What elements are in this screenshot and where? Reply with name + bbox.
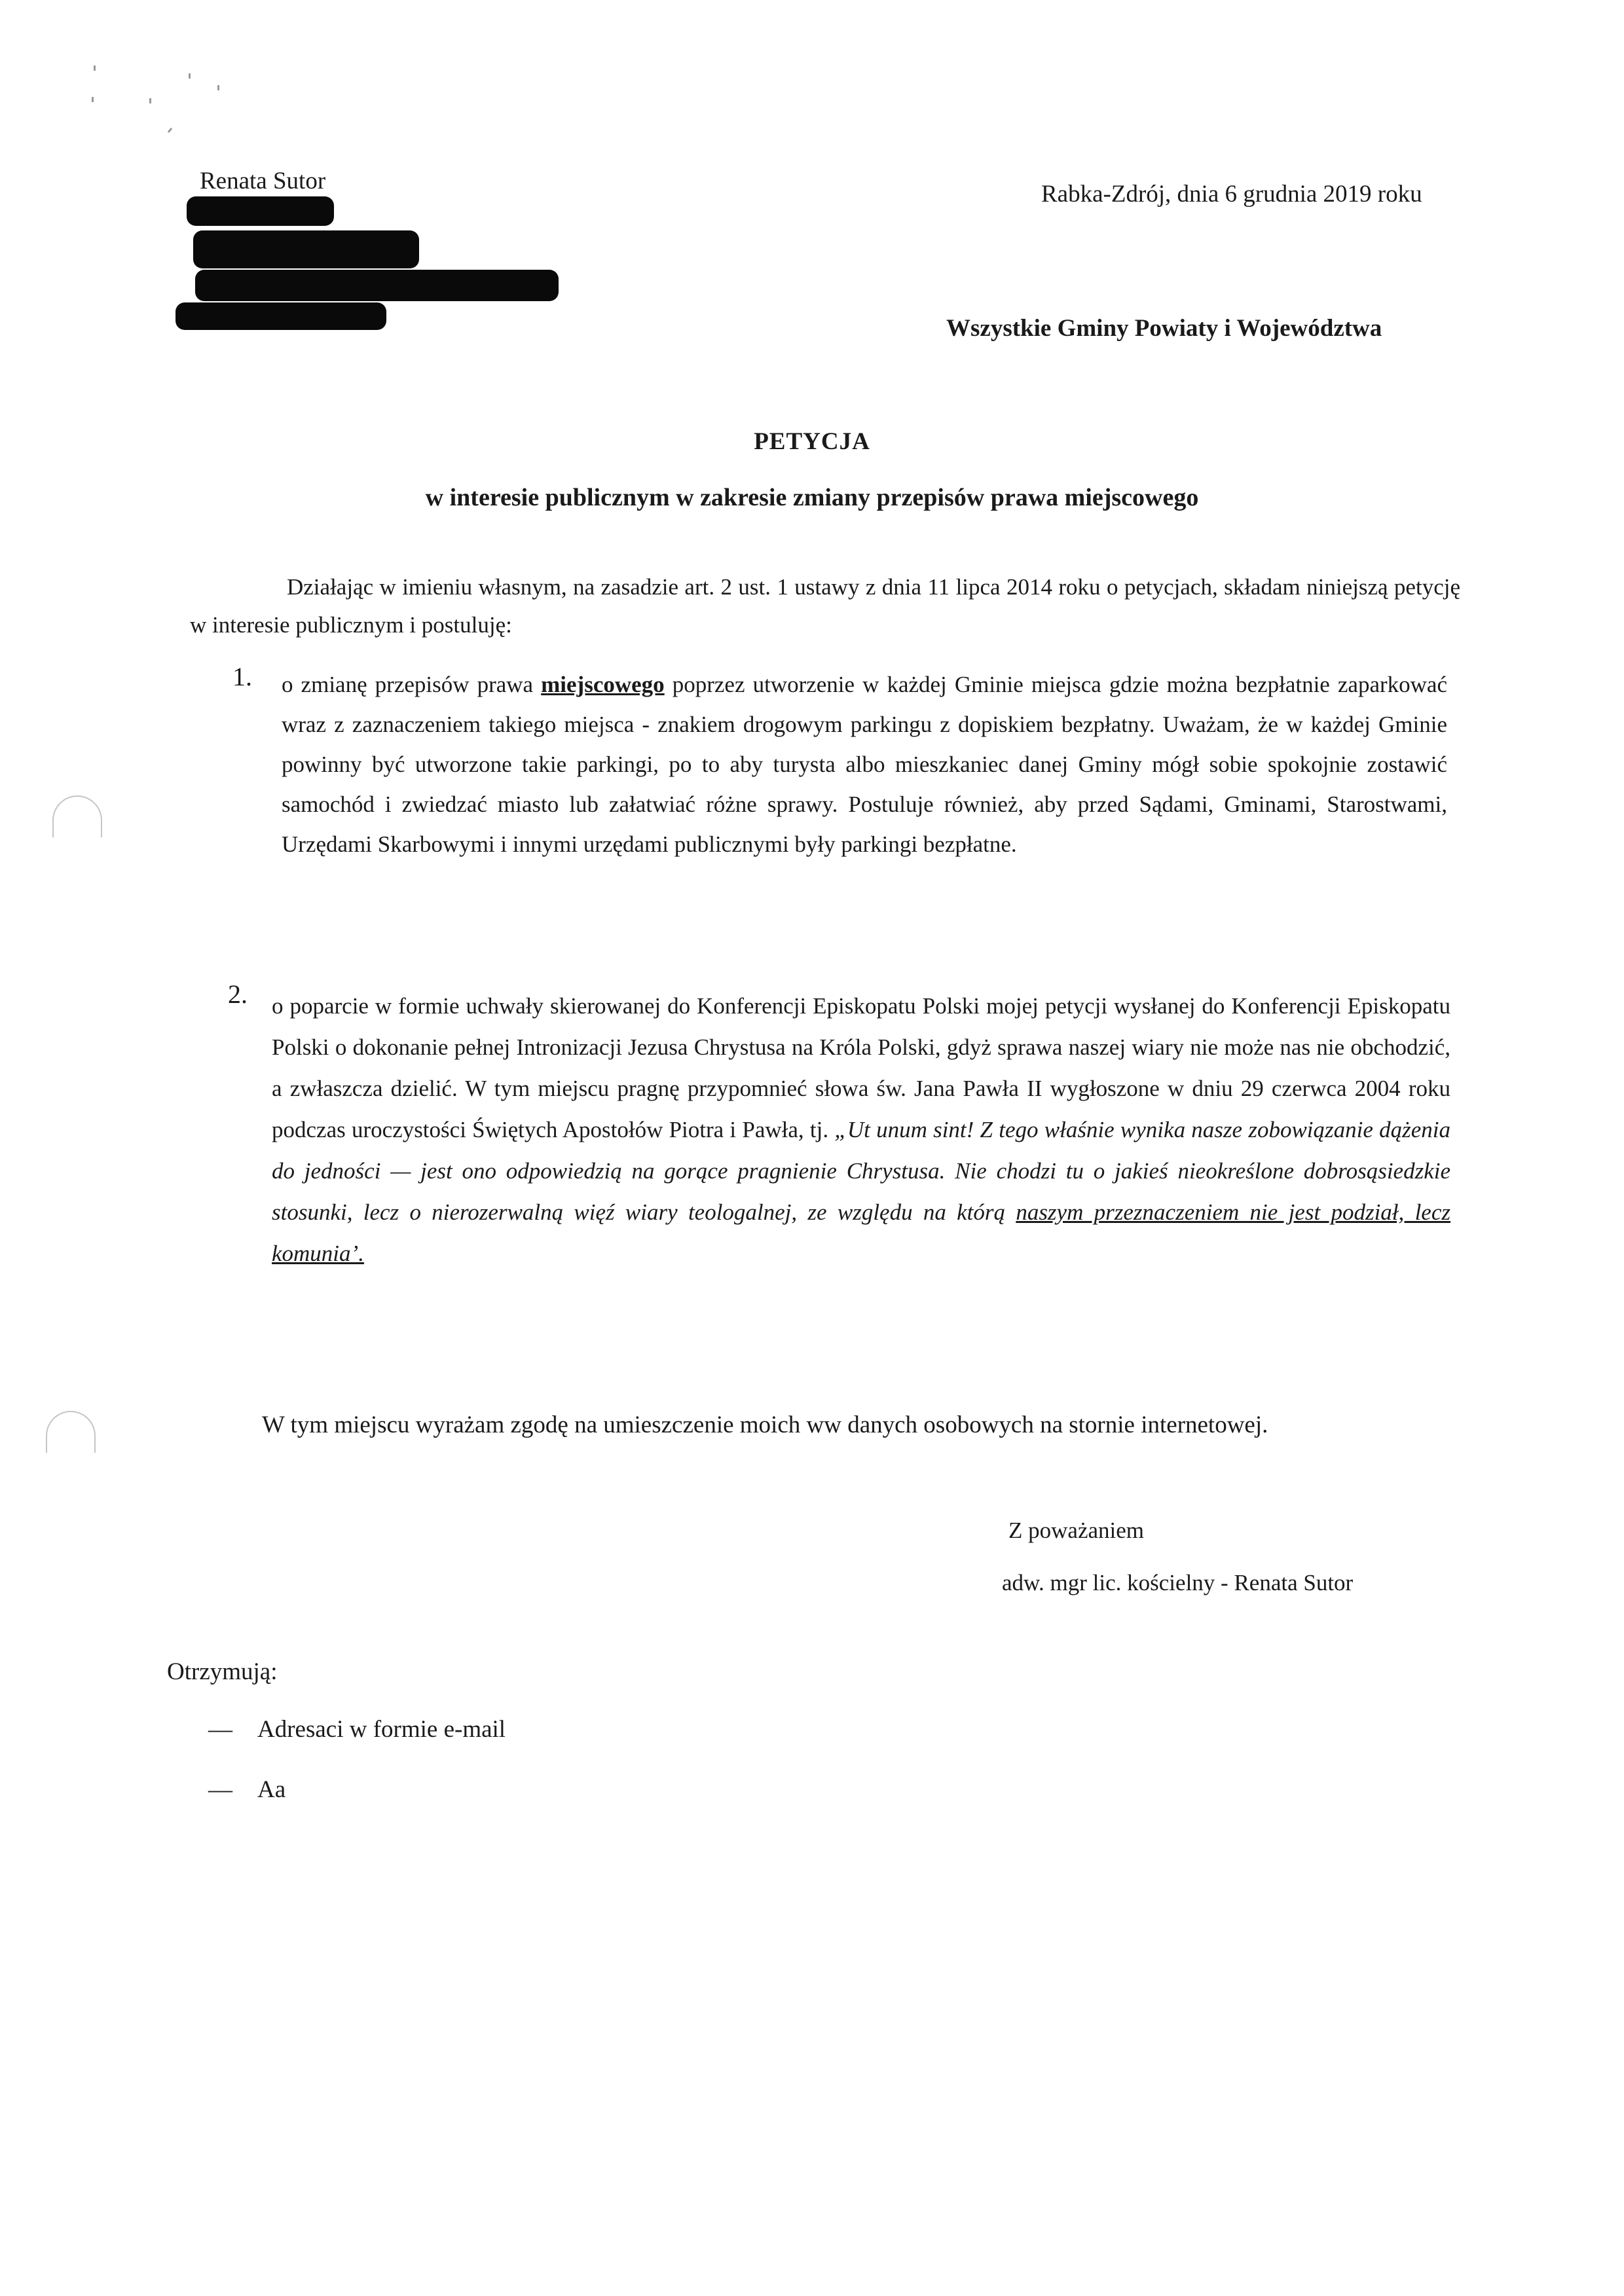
sender-name: Renata Sutor (200, 168, 326, 194)
punch-hole-mark (52, 795, 102, 837)
signature-line: adw. mgr lic. kościelny - Renata Sutor (1002, 1570, 1354, 1595)
recipients-list-item (208, 1776, 286, 1804)
place-date: Rabka-Zdrój, dnia 6 grudnia 2019 roku (1041, 181, 1422, 208)
scan-speck (94, 65, 96, 71)
punch-hole-mark (46, 1411, 96, 1453)
item-number: 1. (232, 662, 252, 691)
dash-bullet-icon: — (208, 1716, 232, 1743)
recipients-heading: Otrzymują: (167, 1658, 278, 1685)
recipients-list-item-label: Adresaci w formie e-mail (257, 1716, 506, 1743)
document-title: PETYCJA (754, 428, 870, 455)
dash-bullet-icon: — (208, 1776, 232, 1803)
item-text: o zmianę przepisów prawa (282, 672, 542, 697)
document-subtitle: w interesie publicznym w zakresie zmiany przepisów prawa miejscowego (425, 484, 1199, 511)
recipient-line: Wszystkie Gminy Powiaty i Województwa (946, 315, 1382, 342)
redaction-bar (187, 196, 334, 226)
recipients-list-item (208, 1715, 506, 1743)
redaction-bar (175, 302, 386, 330)
papal-quote-underlined: naszym przeznaczeniem nie jest podział, lecz komunia’. (272, 1199, 1450, 1266)
item-number: 2. (228, 979, 248, 1009)
intro-paragraph: Działając w imieniu własnym, na zasadzie art. 2 ust. 1 ustawy z dnia 11 lipca 2014 roku o petycjach, składam niniejszą petycję w interesie publicznym i postuluję: (190, 574, 1460, 638)
recipients-list-item-label: Aa (257, 1776, 286, 1803)
closing-salutation: Z poważaniem (1008, 1518, 1144, 1543)
item-text: poprzez utworzenie w każdej Gminie miejsca gdzie można bezpłatnie zaparkować wraz z zaznaczeniem takiego miejsca - znakiem drogowym parkingu z dopiskiem bezpłatny. Uważam, że w każdej Gminie powinny być utworzone takie parkingi, po to aby turysta albo mieszkaniec danej Gminy mógł sobie spokojnie zostawić samochód i zwiedzać miasto lub załatwiać różne sprawy. Postuluje również, aby przed Sądami, Gminami, Starostwami, Urzędami Skarbowymi i innymi urzędami publicznymi były parkingi bezpłatne. (282, 672, 1447, 857)
scan-speck (168, 128, 172, 133)
redaction-bar (195, 270, 559, 301)
scan-speck (92, 97, 94, 102)
item-paragraph (272, 985, 1450, 1274)
scan-speck (189, 73, 191, 79)
scan-speck (149, 98, 151, 103)
redaction-bar (193, 230, 419, 268)
scan-speck (217, 85, 219, 90)
emphasized-word: miejscowego (541, 672, 665, 697)
item-text: o poparcie w formie uchwały skierowanej do Konferencji Episkopatu Polski mojej petycji wysłanej do Konferencji Episkopatu Polski o dokonanie pełnej Intronizacji Jezusa Chrystusa na Króla Polski, gdyż sprawa naszej wiary nie może nas nie obchodzić, a zwłaszcza dzielić. W tym miejscu pragnę przypomnieć słowa św. Jana Pawła II wygłoszone w dniu 29 czerwca 2004 roku podczas uroczystości Świętych Apostołów Piotra i Pawła, tj. (272, 993, 1450, 1142)
item-paragraph (282, 665, 1447, 864)
consent-statement: W tym miejscu wyrażam zgodę na umieszczenie moich ww danych osobowych na stornie internetowej. (262, 1412, 1268, 1438)
papal-quote: „Ut unum sint! Z tego właśnie wynika nasze zobowiązanie dążenia do jedności — jest ono odpowiedzią na gorące pragnienie Chrystusa. Nie chodzi tu o jakieś nieokreślone dobrosąsiedzkie stosunki, lecz o nierozerwalną więź wiary teologalnej, ze względu na którą (272, 1117, 1451, 1225)
